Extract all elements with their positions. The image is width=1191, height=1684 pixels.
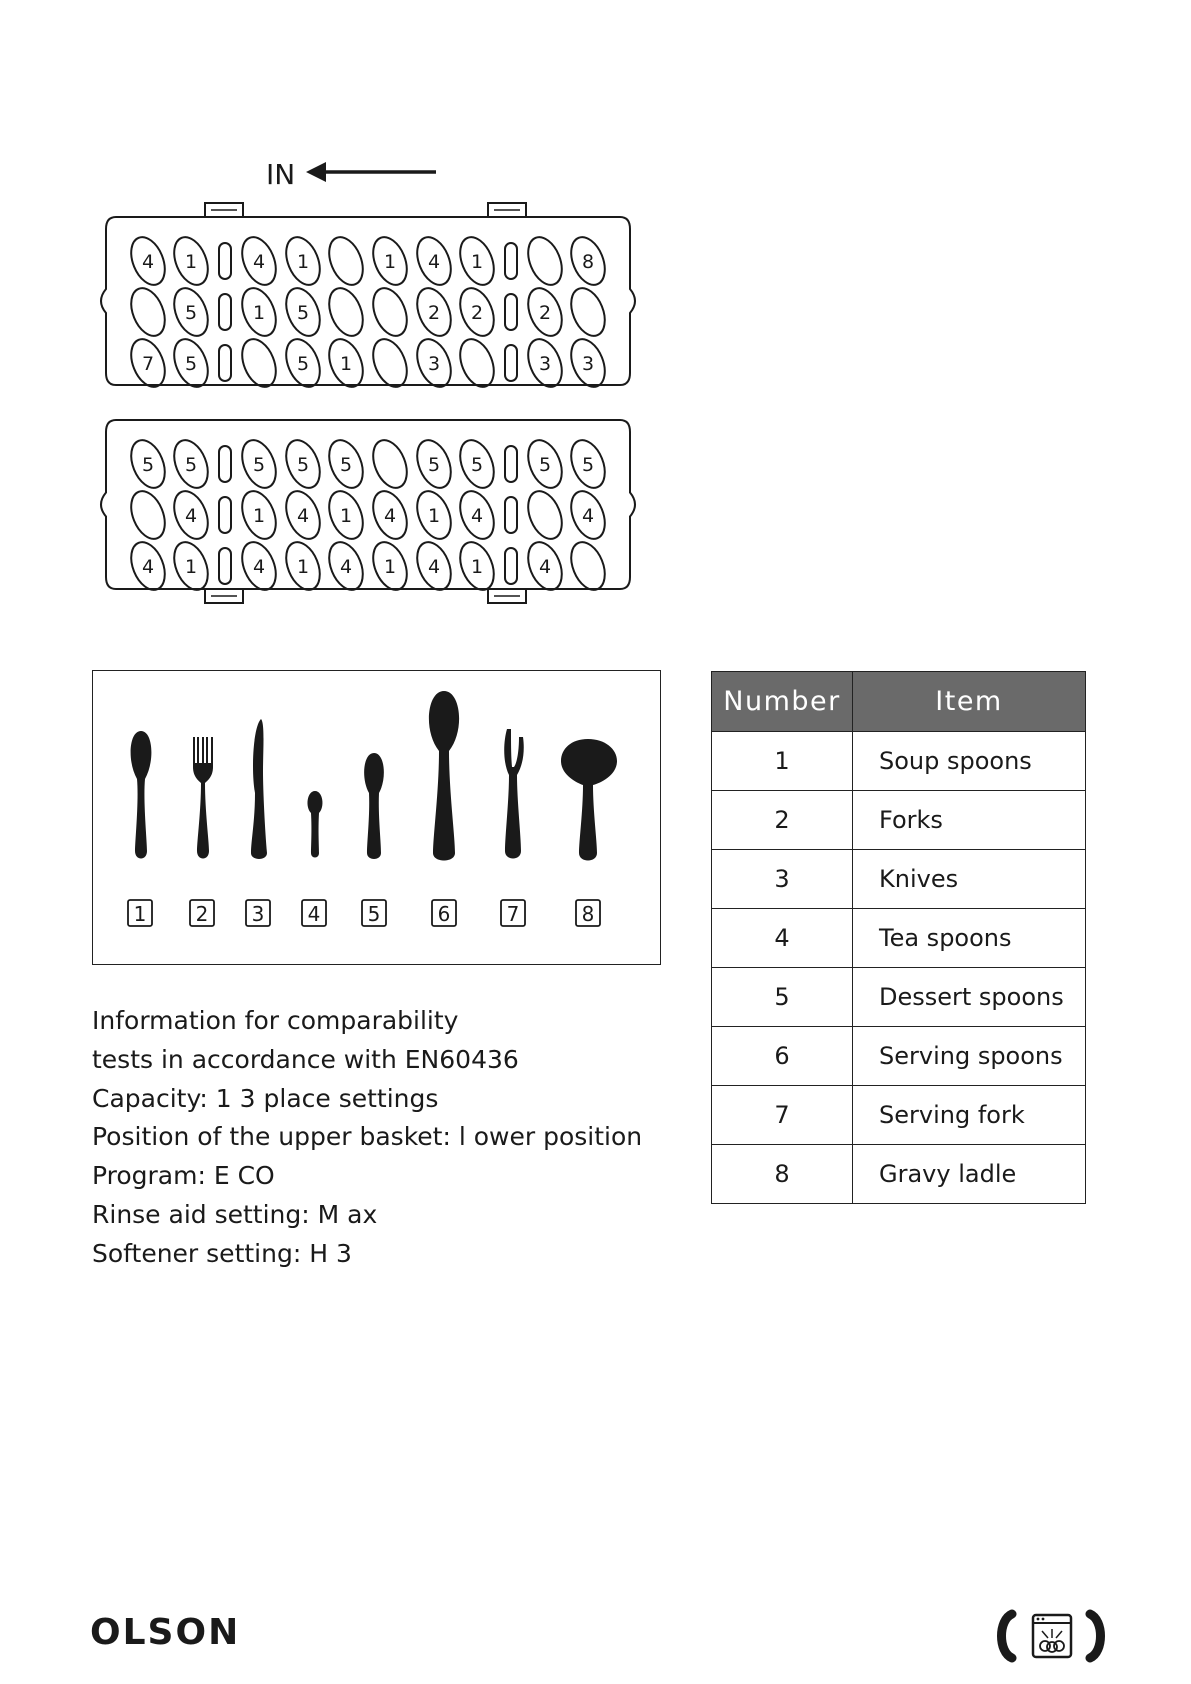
compartment-number: 2 [470, 302, 484, 324]
header-item: Item [853, 672, 1086, 732]
compartment-number: 3 [538, 353, 552, 375]
cutlery-number: 3 [251, 902, 265, 926]
cutlery-number: 1 [133, 902, 147, 926]
item-name: Serving spoons [853, 1027, 1086, 1086]
arrow-left-icon [306, 162, 326, 182]
cutlery-item [362, 753, 386, 926]
basket-slot [505, 446, 517, 482]
compartment-number: 4 [339, 556, 353, 578]
table-row [712, 791, 1086, 850]
compartment-number: 2 [427, 302, 441, 324]
item-number: 6 [712, 1027, 853, 1086]
compartment-number: 1 [427, 505, 441, 527]
compartment-number: 4 [383, 505, 397, 527]
item-name: Soup spoons [853, 732, 1086, 791]
table-row [712, 1145, 1086, 1204]
compartment-number: 1 [296, 556, 310, 578]
compartment-number: 4 [141, 556, 155, 578]
info-line: Information for comparability [92, 1006, 459, 1035]
header-number: Number [712, 672, 853, 732]
compartment-number: 5 [427, 454, 441, 476]
compartment-number: 5 [470, 454, 484, 476]
cutlery-number: 4 [307, 902, 321, 926]
basket-slot [219, 497, 231, 533]
cutlery-item [246, 719, 270, 926]
compartment-number: 1 [184, 251, 198, 273]
basket-compartment [565, 283, 612, 341]
basket-slot [505, 294, 517, 330]
compartment-number: 4 [184, 505, 198, 527]
item-number: 2 [712, 791, 853, 850]
compartment-number: 5 [141, 454, 155, 476]
compartment-number: 2 [538, 302, 552, 324]
compartment-number: 5 [296, 302, 310, 324]
item-name: Forks [853, 791, 1086, 850]
item-name: Tea spoons [853, 909, 1086, 968]
cutlery-items-table [711, 671, 1086, 1204]
compartment-number: 4 [427, 556, 441, 578]
compartment-number: 8 [581, 251, 595, 273]
compartment-number: 4 [252, 556, 266, 578]
item-name: Serving fork [853, 1086, 1086, 1145]
item-name: Knives [853, 850, 1086, 909]
item-number: 4 [712, 909, 853, 968]
basket-compartment [367, 283, 414, 341]
compartment-number: 1 [339, 505, 353, 527]
cutlery-item [128, 731, 152, 926]
basket-slot [219, 243, 231, 279]
table-header-row [712, 672, 1086, 732]
basket-slot [505, 243, 517, 279]
basket-slot [505, 497, 517, 533]
basket-compartment [125, 283, 172, 341]
basket-slot [505, 345, 517, 381]
table-row [712, 909, 1086, 968]
compartment-number: 4 [581, 505, 595, 527]
basket-compartment [522, 232, 569, 290]
compartment-number: 1 [383, 251, 397, 273]
compartment-number: 1 [470, 251, 484, 273]
basket-slot [219, 446, 231, 482]
dishwasher-icon [996, 1608, 1106, 1664]
basket-slot [219, 548, 231, 584]
basket-compartment [125, 486, 172, 544]
comparability-info [92, 1002, 692, 1274]
cutlery-number: 8 [581, 902, 595, 926]
info-line: tests in accordance with EN60436 [92, 1044, 519, 1074]
compartment-number: 1 [252, 302, 266, 324]
basket-compartment [367, 435, 414, 493]
item-number: 7 [712, 1086, 853, 1145]
table-row [712, 1027, 1086, 1086]
lower-cutlery-basket [101, 420, 635, 603]
soup-spoon-icon [131, 731, 152, 859]
cutlery-item [561, 739, 617, 926]
cutlery-item [429, 691, 459, 926]
cutlery-legend-box [92, 670, 661, 965]
compartment-number: 1 [470, 556, 484, 578]
cutlery-legend [93, 671, 659, 963]
compartment-number: 4 [296, 505, 310, 527]
table-row [712, 1086, 1086, 1145]
basket-compartment [565, 537, 612, 595]
serving-fork-icon [504, 729, 524, 859]
compartment-number: 5 [296, 454, 310, 476]
compartment-number: 1 [383, 556, 397, 578]
cutlery-item [190, 737, 214, 926]
info-line: Capacity: 1 3 place settings [92, 1083, 439, 1113]
compartment-number: 4 [427, 251, 441, 273]
compartment-number: 3 [581, 353, 595, 375]
table-row [712, 732, 1086, 791]
tea-spoon-icon [308, 791, 323, 858]
basket-slot [505, 548, 517, 584]
basket-outline [101, 420, 635, 589]
basket-outline [101, 217, 635, 385]
basket-compartment [236, 334, 283, 392]
item-name: Dessert spoons [853, 968, 1086, 1027]
basket-compartment [323, 232, 370, 290]
compartment-number: 3 [427, 353, 441, 375]
compartment-number: 5 [581, 454, 595, 476]
compartment-number: 1 [296, 251, 310, 273]
info-line: Softener setting: H 3 [92, 1238, 352, 1268]
info-line: Position of the upper basket: l ower position [92, 1122, 643, 1152]
direction-label: IN [266, 158, 296, 191]
basket-compartment [454, 334, 501, 392]
basket-compartment [323, 283, 370, 341]
knife-icon [251, 719, 267, 859]
fork-icon [193, 737, 213, 859]
direction-indicator [266, 158, 436, 191]
cutlery-item [302, 791, 326, 926]
compartment-number: 5 [538, 454, 552, 476]
compartment-number: 1 [252, 505, 266, 527]
dessert-spoon-icon [364, 753, 384, 859]
basket-compartment [522, 486, 569, 544]
compartment-number: 4 [538, 556, 552, 578]
gravy-ladle-icon [561, 739, 617, 861]
info-line: Program: E CO [92, 1161, 275, 1191]
info-line: Rinse aid setting: M ax [92, 1199, 378, 1229]
cutlery-number: 2 [195, 902, 209, 926]
compartment-number: 1 [184, 556, 198, 578]
compartment-number: 4 [470, 505, 484, 527]
cutlery-basket-diagram [0, 0, 700, 620]
compartment-number: 7 [141, 353, 155, 375]
compartment-number: 5 [252, 454, 266, 476]
item-number: 3 [712, 850, 853, 909]
compartment-number: 5 [184, 454, 198, 476]
table-row [712, 850, 1086, 909]
basket-slot [219, 345, 231, 381]
cutlery-item [501, 729, 525, 926]
item-name: Gravy ladle [853, 1145, 1086, 1204]
basket-slot [219, 294, 231, 330]
compartment-number: 1 [339, 353, 353, 375]
item-number: 5 [712, 968, 853, 1027]
compartment-number: 4 [141, 251, 155, 273]
cutlery-number: 5 [367, 902, 381, 926]
table-row [712, 968, 1086, 1027]
compartment-number: 5 [184, 302, 198, 324]
cutlery-number: 7 [506, 902, 520, 926]
basket-compartment [367, 334, 414, 392]
upper-cutlery-basket [101, 203, 635, 392]
item-number: 8 [712, 1145, 853, 1204]
compartment-number: 5 [296, 353, 310, 375]
cutlery-number: 6 [437, 902, 451, 926]
serving-spoon-icon [429, 691, 459, 861]
compartment-number: 4 [252, 251, 266, 273]
compartment-number: 5 [339, 454, 353, 476]
compartment-number: 5 [184, 353, 198, 375]
item-number: 1 [712, 732, 853, 791]
brand-logo: OLSON [90, 1612, 241, 1653]
